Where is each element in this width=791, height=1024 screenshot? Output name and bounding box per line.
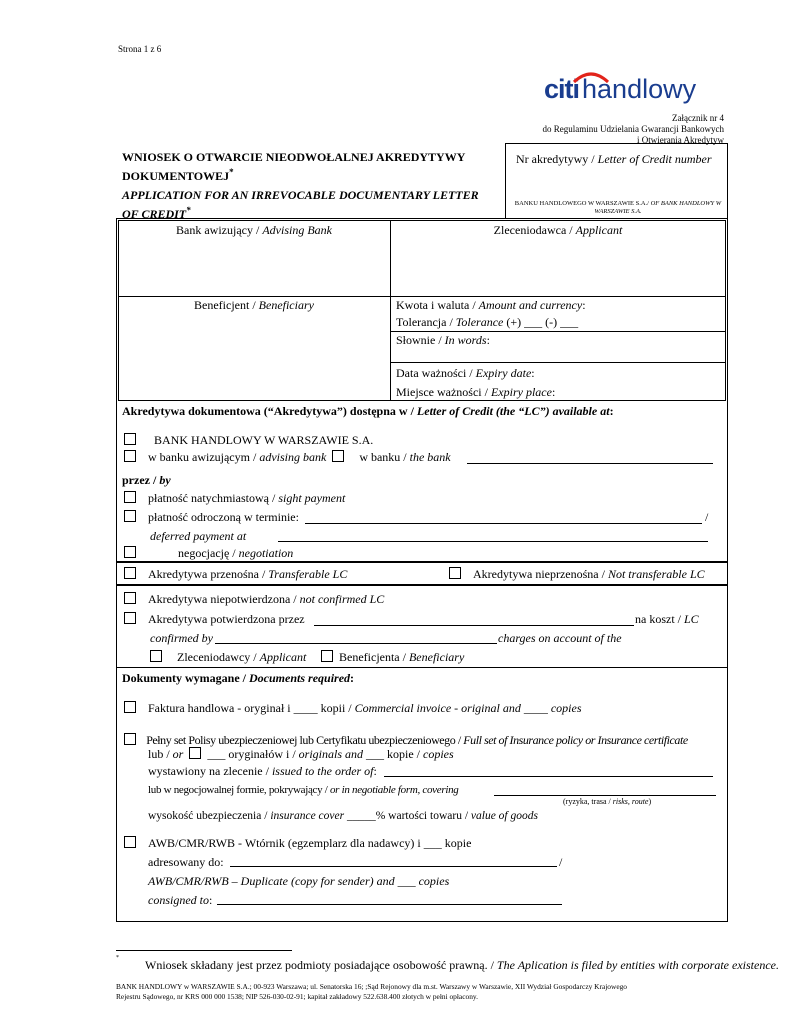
charges-account-en: charges on account of the <box>498 631 622 645</box>
confirmed-by-en: confirmed by <box>150 631 213 645</box>
lc-bank-note: BANKU HANDLOWEGO W WARSZAWIE S.A./ <box>514 200 651 207</box>
deferred-slash: / <box>705 510 709 524</box>
checkbox-other-bank[interactable] <box>332 450 344 462</box>
page-footer <box>116 982 627 1002</box>
option-confirmed[interactable] <box>124 612 305 627</box>
doc-awb[interactable] <box>124 836 471 851</box>
footer-line-2: Rejestru Sądowego, nr KRS 000 000 1538; NIP 526-030-02-91; kapitał zakładowy 522.638.400 złotych w pełni opłacony. <box>116 992 478 1001</box>
unconfirmed-label-en: not confirmed LC <box>299 592 385 606</box>
checkbox-unconfirmed[interactable] <box>124 592 136 604</box>
insurance-value-percent: _____% wartości towaru / <box>344 810 471 822</box>
checkbox-insurance-or[interactable] <box>189 747 201 759</box>
charges-label-en: LC <box>684 612 699 626</box>
awb-address[interactable] <box>148 855 224 870</box>
parties-hline-3 <box>390 362 726 363</box>
advising-bank-label-en: Advising Bank <box>262 223 332 237</box>
citi-handlowy-logo <box>544 74 696 105</box>
title-en-star: * <box>186 205 191 215</box>
title-en-line-2: OF CREDIT <box>122 207 187 221</box>
advising-bank-label: Bank awizujący / <box>176 223 263 237</box>
awb-consigned[interactable]: consigned to: <box>148 893 213 907</box>
tolerance-label-en: Tolerance <box>455 315 504 329</box>
insurance-or-label-en: or <box>172 747 184 761</box>
footnote-en: The Aplication is filed by entities with corporate existence. <box>496 958 779 972</box>
parties-hline-2 <box>390 331 726 332</box>
option-charges-applicant[interactable] <box>150 650 306 665</box>
checkbox-transferable[interactable] <box>124 567 136 579</box>
insurance-copies-label-en: copies <box>423 747 454 761</box>
negotiation-label-en: negotiation <box>238 546 294 560</box>
awb-address-label: adresowany do: <box>148 855 224 869</box>
expiry-date-field[interactable]: Data ważności / Expiry date: <box>396 366 535 380</box>
option-other-bank-label: w banku / <box>359 450 410 464</box>
amount-label-en: Amount and currency <box>478 298 583 312</box>
option-bank-handlowy[interactable] <box>124 433 373 448</box>
charges-applicant-label-en: Applicant <box>259 650 307 664</box>
applicant-label-en: Applicant <box>575 223 623 237</box>
option-transferable[interactable] <box>124 567 347 582</box>
amount-label: Kwota i waluta / <box>396 298 479 312</box>
option-unconfirmed[interactable] <box>124 592 384 607</box>
transfer-top-line <box>116 561 728 563</box>
insurance-negotiable[interactable] <box>148 784 458 796</box>
insurance-originals[interactable] <box>148 747 454 762</box>
awb-address-slash: / <box>559 855 563 869</box>
unconfirmed-label: Akredytywa niepotwierdzona / <box>148 592 300 606</box>
negotiation-label: negocjację / <box>178 546 239 560</box>
checkbox-sight-payment[interactable] <box>124 491 136 503</box>
awb-label: AWB/CMR/RWB - Wtórnik (egzemplarz dla nadawcy) i ___ kopie <box>148 836 472 850</box>
amount-field[interactable]: Kwota i waluta / Amount and currency: <box>396 298 586 312</box>
in-words-label-en: In words <box>444 333 487 347</box>
checkbox-negotiation[interactable] <box>124 546 136 558</box>
footnote-mark: * <box>116 955 119 961</box>
annex-reference <box>543 113 724 146</box>
transferable-label: Akredytywa przenośna / <box>148 567 269 581</box>
footnote-pl: Wniosek składany jest przez podmioty posiadające osobowość prawną. / <box>145 958 497 972</box>
insurance-order-label-en: issued to the order of <box>271 764 374 778</box>
doc-invoice[interactable] <box>124 701 582 716</box>
tolerance-label: Tolerancja / <box>396 315 456 329</box>
available-heading: Akredytywa dokumentowa (“Akredytywa”) dostępna w / Letter of Credit (the “LC”) available at: <box>122 404 614 418</box>
transfer-bottom-line <box>116 584 728 586</box>
option-sight-payment[interactable] <box>124 491 345 506</box>
advising-bank-field[interactable] <box>118 223 390 238</box>
expiry-place-label-en: Expiry place <box>490 385 552 399</box>
option-advising-label: w banku awizującym / <box>148 450 260 464</box>
available-heading-pl: Akredytywa dokumentowa (“Akredytywa”) dostępna w / <box>122 404 417 418</box>
documents-top-line <box>116 667 728 668</box>
deferred-payment-label: płatność odroczoną w terminie: <box>148 510 299 524</box>
option-advising-label-en: advising bank <box>259 450 327 464</box>
risk-hint-close: ) <box>648 797 652 806</box>
charges-label-pl: na koszt / <box>635 612 684 626</box>
insurance-value-label: wysokość ubezpieczenia / <box>148 810 271 822</box>
documents-heading: Dokumenty wymagane / Documents required: <box>122 671 355 685</box>
insurance-order-blank[interactable] <box>384 776 713 777</box>
annex-line-1: Załącznik nr 4 <box>672 113 724 123</box>
deferred-blank-1[interactable] <box>305 523 702 524</box>
lc-bank-note-en: OF BANK HANDLOWY W WARSZAWIE S.A. <box>594 200 722 215</box>
page-number: Strona 1 z 6 <box>118 44 162 54</box>
insurance-originals-label-en: originals and <box>298 747 364 761</box>
insurance-order[interactable]: wystawiony na zlecenie / issued to the order of: <box>148 764 377 778</box>
insurance-negotiable-label: lub w negocjowalnej formie, pokrywający / <box>148 784 330 796</box>
beneficiary-label-en: Beneficiary <box>258 298 314 312</box>
annex-line-2: do Regulaminu Udzielania Gwarancji Bankowych <box>542 124 724 134</box>
charges-beneficiary-label: Beneficjenta / <box>339 650 409 664</box>
title-star: * <box>229 167 234 177</box>
insurance-value-label-en: insurance cover <box>270 810 345 822</box>
charges-label <box>635 612 699 627</box>
invoice-label: Faktura handlowa - oryginał i ____ kopii / <box>148 701 355 715</box>
tolerance-field[interactable] <box>396 315 578 330</box>
awb-address-blank[interactable] <box>230 866 557 867</box>
by-heading <box>122 473 171 488</box>
checkbox-invoice[interactable] <box>124 701 136 713</box>
risk-hint-en: risks, route <box>612 797 649 806</box>
applicant-field[interactable] <box>390 223 726 238</box>
logo-handlowy-text: handlowy <box>582 74 697 104</box>
invoice-label-en: Commercial invoice - original and ____ copies <box>354 701 582 715</box>
not-transferable-label-en: Not transferable LC <box>607 567 705 581</box>
option-charges-beneficiary[interactable] <box>321 650 464 665</box>
applicant-label: Zleceniodawca / <box>493 223 576 237</box>
in-words-field[interactable]: Słownie / In words: <box>396 333 490 347</box>
by-label-en: by <box>159 473 171 487</box>
confirmed-by-blank[interactable] <box>215 643 497 644</box>
available-heading-en: Letter of Credit (the “LC”) available at <box>416 404 610 418</box>
expiry-date-label-en: Expiry date <box>475 366 532 380</box>
charges-beneficiary-label-en: Beneficiary <box>408 650 465 664</box>
beneficiary-label: Beneficjent / <box>194 298 259 312</box>
sight-payment-label: płatność natychmiastową / <box>148 491 279 505</box>
other-bank-blank[interactable] <box>467 463 713 464</box>
deferred-blank-2[interactable] <box>278 541 708 542</box>
title-pl-line-1: WNIOSEK O OTWARCIE NIEODWOŁALNEJ AKREDYTYWY <box>122 150 466 164</box>
form-title <box>122 150 479 222</box>
lc-number-label-en: Letter of Credit number <box>597 152 712 166</box>
insurance-value-goods-en: value of goods <box>470 810 538 822</box>
option-not-transferable[interactable] <box>449 567 705 582</box>
beneficiary-field[interactable] <box>118 298 390 313</box>
insurance-copies-label: ___ kopie / <box>363 747 424 761</box>
logo-citi-text: citi <box>544 74 580 104</box>
charges-applicant-label: Zleceniodawcy / <box>177 650 260 664</box>
insurance-originals-label: ___ oryginałów i / <box>207 747 299 761</box>
footnote <box>145 958 779 973</box>
insurance-label-en: Full set of Insurance policy or Insurance certificate <box>463 733 688 747</box>
tolerance-values: (+) ___ (-) ___ <box>503 315 579 329</box>
awb-label-en: AWB/CMR/RWB – Duplicate (copy for sender) and ___ copies <box>148 874 450 888</box>
option-bank-handlowy-label: BANK HANDLOWY W WARSZAWIE S.A. <box>154 433 374 447</box>
checkbox-insurance[interactable] <box>124 733 136 745</box>
insurance-or-label: lub / <box>148 747 173 761</box>
awb-consigned-label: consigned to <box>148 893 209 907</box>
risk-hint-pl: (ryzyka, trasa / <box>563 797 613 806</box>
footer-line-1: BANK HANDLOWY w WARSZAWIE S.A.; 00-923 Warszawa; ul. Senatorska 16; ;Sąd Rejonowy dla m.st. Warszawy w Warszawie, XII Wydział Gospodarczy Krajowego <box>116 982 627 991</box>
expiry-place-label: Miejsce ważności / <box>396 385 491 399</box>
not-transferable-label: Akredytywa nieprzenośna / <box>473 567 608 581</box>
insurance-negotiable-label-en: or in negotiable form, covering <box>329 784 459 796</box>
risk-route-hint <box>563 797 651 806</box>
citi-arc-icon <box>572 70 610 84</box>
doc-insurance[interactable] <box>124 733 688 748</box>
lc-number-box[interactable] <box>505 143 728 219</box>
title-en-line-1: APPLICATION FOR AN IRREVOCABLE DOCUMENTARY LETTER <box>122 188 479 202</box>
expiry-place-field[interactable]: Miejsce ważności / Expiry place: <box>396 385 556 399</box>
awb-consigned-blank[interactable] <box>217 904 562 905</box>
checkbox-awb[interactable] <box>124 836 136 848</box>
by-label: przez / <box>122 473 160 487</box>
parties-divider <box>390 220 391 401</box>
documents-heading-pl: Dokumenty wymagane / <box>122 671 250 685</box>
checkbox-advising-bank[interactable] <box>124 450 136 462</box>
title-pl-line-2: DOKUMENTOWEJ <box>122 169 230 183</box>
footnote-separator <box>116 950 292 951</box>
checkbox-not-transferable[interactable] <box>449 567 461 579</box>
insurance-value[interactable] <box>148 810 538 822</box>
checkbox-charges-beneficiary[interactable] <box>321 650 333 662</box>
parties-hline-1 <box>118 296 726 297</box>
insurance-order-label: wystawiony na zlecenie / <box>148 764 272 778</box>
option-deferred-payment[interactable] <box>124 510 299 525</box>
transferable-label-en: Transferable LC <box>268 567 348 581</box>
option-other-bank-label-en: the bank <box>409 450 451 464</box>
confirmed-label: Akredytywa potwierdzona przez <box>148 612 305 626</box>
checkbox-bank-handlowy[interactable] <box>124 433 136 445</box>
lc-number-label: Nr akredytywy / <box>516 152 598 166</box>
annex-line-3: i Otwierania Akredytyw <box>637 135 724 145</box>
documents-heading-en: Documents required <box>249 671 351 685</box>
expiry-date-label: Data ważności / <box>396 366 476 380</box>
sight-payment-label-en: sight payment <box>278 491 346 505</box>
option-negotiation[interactable] <box>124 546 293 561</box>
in-words-label: Słownie / <box>396 333 445 347</box>
checkbox-charges-applicant[interactable] <box>150 650 162 662</box>
deferred-payment-en: deferred payment at <box>150 529 247 543</box>
confirming-bank-blank[interactable] <box>314 625 634 626</box>
insurance-label: Pełny set Polisy ubezpieczeniowej lub Certyfikatu ubezpieczeniowego / <box>146 733 464 747</box>
checkbox-confirmed[interactable] <box>124 612 136 624</box>
option-advising-bank[interactable] <box>124 450 451 465</box>
insurance-coverage-blank[interactable] <box>494 795 716 796</box>
checkbox-deferred-payment[interactable] <box>124 510 136 522</box>
